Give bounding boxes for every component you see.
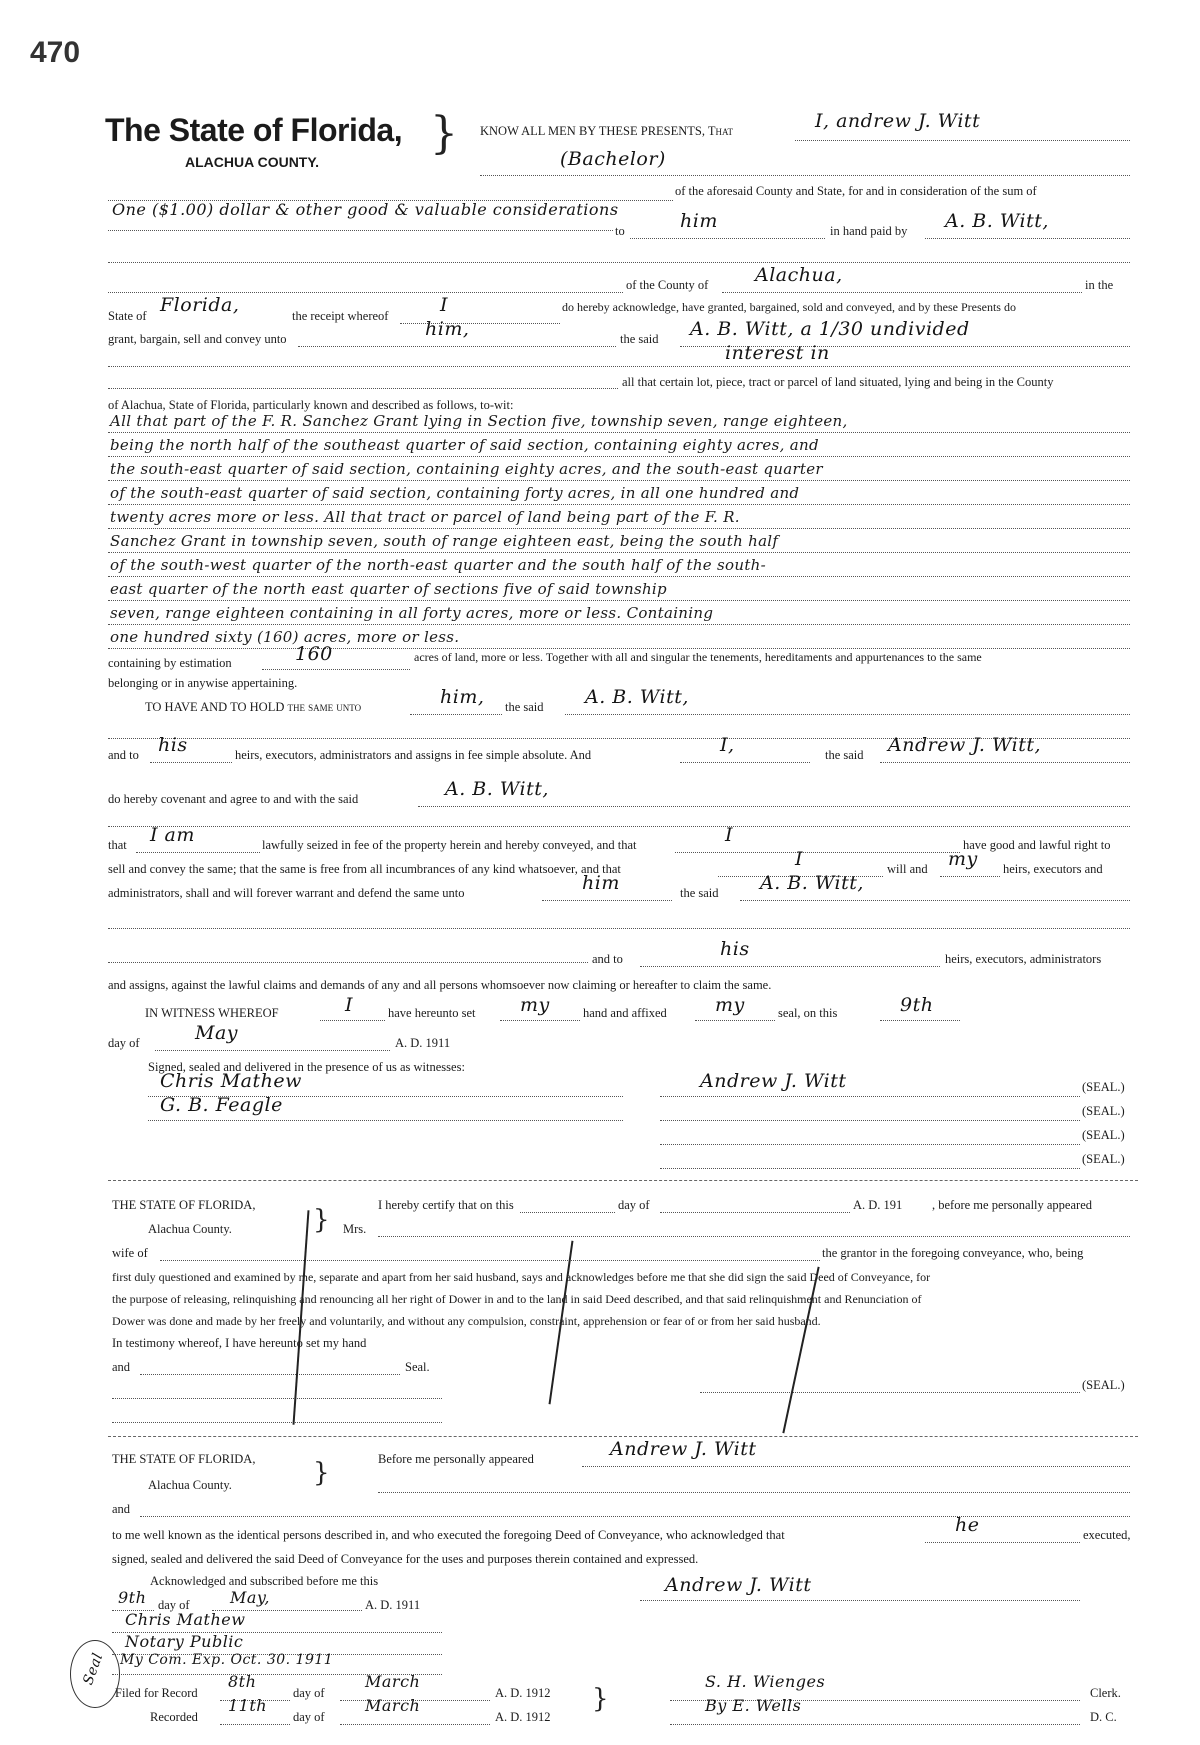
grantor-ack-state: THE STATE OF FLORIDA, — [112, 1452, 256, 1466]
administrators-line: administrators, shall and will forever warrant and defend the same unto — [108, 886, 465, 900]
and-to: and to — [108, 748, 139, 762]
rule — [480, 175, 1130, 176]
have-hereunto: have hereunto set — [388, 1006, 476, 1020]
seal-stamp-text: Seal — [80, 1650, 107, 1688]
certify: I hereby certify that on this — [378, 1198, 514, 1212]
notary-title-hw: Notary Public — [125, 1632, 244, 1651]
rule — [582, 1466, 1130, 1467]
unto-hw: him, — [440, 686, 485, 708]
ack-ad: A. D. 1911 — [365, 1598, 421, 1612]
grantee-hw: A. B. Witt, a 1/30 undivided — [690, 318, 970, 340]
the-said-2: the said — [505, 700, 544, 714]
all-that-certain: all that certain lot, piece, tract or parcel of land situated, lying and being in the County — [622, 375, 1054, 389]
and-to-2: and to — [592, 952, 623, 966]
rule — [400, 323, 560, 324]
convey-hw: him, — [425, 318, 470, 340]
his2-hw: his — [720, 938, 750, 960]
rule — [378, 1236, 1130, 1237]
rule — [940, 876, 1000, 877]
and-assigns: and assigns, against the lawful claims and demands of any and all persons whomsoever now claiming or hereafter to claim the same. — [108, 978, 772, 992]
rule — [136, 852, 260, 853]
acres-tail: acres of land, more or less. Together with all and singular the tenements, hereditaments and appurtenances to the same — [414, 650, 982, 664]
grant-bargain: grant, bargain, sell and convey unto — [108, 332, 287, 346]
wife-para-3: Dower was done and made by her freely and voluntarily, and without any compulsion, constraint, apprehension or fear of or from her said husband. — [112, 1314, 821, 1328]
seal-label: (SEAL.) — [1082, 1152, 1125, 1166]
rule — [108, 366, 1130, 367]
rule — [155, 1050, 390, 1051]
my-hw: my — [948, 848, 978, 870]
dc-label: D. C. — [1090, 1710, 1117, 1724]
grantor-ack-signature-hw: Andrew J. Witt — [665, 1574, 812, 1596]
document-title: The State of Florida, — [105, 112, 403, 148]
rule — [378, 1492, 1130, 1493]
receipt-hw: I — [440, 294, 449, 316]
rule — [108, 480, 1130, 481]
seal-label: (SEAL.) — [1082, 1104, 1125, 1118]
rule — [630, 238, 825, 239]
section-divider — [108, 1180, 1138, 1181]
to-label: to — [615, 224, 625, 238]
set-hw: my — [520, 994, 550, 1016]
rule — [148, 1120, 623, 1121]
seal-on-this: seal, on this — [778, 1006, 838, 1020]
wife-para-1: first duly questioned and examined by me, separate and apart from her said husband, says and acknowledges before me that she did sign the said Deed of Conveyance, for — [112, 1270, 931, 1284]
signed-text: signed, sealed and delivered the said Deed of Conveyance for the uses and purposes therein contained and expressed. — [112, 1552, 699, 1566]
rule — [108, 262, 1130, 263]
day-hw: 9th — [900, 994, 934, 1016]
rule — [880, 1020, 960, 1021]
rule — [640, 1600, 1080, 1601]
clerk-signature-hw: S. H. Wienges — [705, 1672, 826, 1691]
executed: executed, — [1083, 1528, 1131, 1542]
rule — [795, 140, 1130, 141]
wife-para-2: the purpose of releasing, relinquishing and renouncing all her right of Dower in and to the land in said Deed described, and that said relinquishment and Renunciation of — [112, 1292, 922, 1306]
containing-by-estimation: containing by estimation — [108, 656, 232, 670]
header-brace: } — [430, 108, 458, 159]
description-line: the south-east quarter of said section, containing eighty acres, and the south-east quarter — [110, 460, 823, 478]
wife-of: wife of — [112, 1246, 148, 1260]
heirs-line: heirs, executors, administrators and assigns in fee simple absolute. And — [235, 748, 592, 762]
wife-ad: A. D. 191 — [853, 1198, 903, 1212]
of-alachua: of Alachua, State of Florida, particularly known and described as follows, to-wit: — [108, 398, 514, 412]
grantor-name-hw: I, andrew J. Witt — [815, 110, 981, 132]
month-hw: May — [195, 1022, 239, 1044]
description-line: of the south-west quarter of the north-east quarter and the south half of the south- — [110, 556, 766, 574]
rule — [340, 1724, 490, 1725]
rule — [108, 962, 588, 963]
belonging: belonging or in anywise appertaining. — [108, 676, 298, 690]
wife-day-of: day of — [618, 1198, 650, 1212]
brace: } — [592, 1684, 609, 1714]
rule — [680, 762, 810, 763]
rule — [140, 1374, 400, 1375]
rule — [108, 624, 1130, 625]
of-county-of: of the County of — [626, 278, 709, 292]
and-hw: I, — [720, 734, 735, 756]
rec-day-hw: 11th — [228, 1696, 268, 1715]
state-hw: Florida, — [160, 294, 240, 316]
grantor-and: and — [112, 1502, 131, 1516]
brace: } — [313, 1205, 330, 1235]
mrs-label: Mrs. — [343, 1222, 367, 1236]
receipt-whereof: the receipt whereof — [292, 309, 389, 323]
rule — [108, 648, 1130, 649]
ack-day-of: day of — [158, 1598, 190, 1612]
known-text: to me well known as the identical persons described in, and who executed the foregoing Deed of Conveyance, who acknowledged that — [112, 1528, 785, 1542]
page-number: 470 — [30, 36, 81, 69]
that2-hw: I — [795, 848, 804, 870]
notary-seal-stamp — [70, 1640, 120, 1708]
signed-sealed: Signed, sealed and delivered in the presence of us as witnesses: — [148, 1060, 465, 1074]
rule — [700, 1392, 1080, 1393]
rule — [695, 1020, 775, 1021]
defend-hw: him — [582, 872, 620, 894]
in-hand-paid-by: in hand paid by — [830, 224, 908, 238]
rule — [660, 1212, 850, 1213]
lawfully-seized: lawfully seized in fee of the property herein and hereby conveyed, and that — [262, 838, 637, 852]
wife-and: and — [112, 1360, 131, 1374]
appeared-hw: Andrew J. Witt — [610, 1438, 757, 1460]
description-line: All that part of the F. R. Sanchez Grant lying in Section five, township seven, range eighteen, — [110, 412, 848, 430]
the-said-3: the said — [825, 748, 864, 762]
rule — [640, 966, 940, 967]
rule — [542, 900, 672, 901]
rule — [112, 1398, 442, 1399]
rule — [660, 1120, 1080, 1121]
rule — [108, 388, 618, 389]
ack-month-hw: May, — [230, 1588, 270, 1607]
rule — [108, 928, 1130, 929]
rule — [112, 1422, 442, 1423]
witness2-hw: G. B. Feagle — [160, 1094, 283, 1116]
rule — [660, 1096, 1080, 1097]
habendum-grantor-hw: Andrew J. Witt, — [888, 734, 1042, 756]
line1-tail: of the aforesaid County and State, for and in consideration of the sum of — [675, 184, 1037, 198]
defend-grantee-hw: A. B. Witt, — [760, 872, 864, 894]
day-of: day of — [108, 1036, 140, 1050]
rule — [320, 1020, 385, 1021]
filed-day-of: day of — [293, 1686, 325, 1700]
iw-hw: I — [345, 994, 354, 1016]
that-hw: I — [725, 824, 734, 846]
rule — [298, 346, 616, 347]
rec-day-of: day of — [293, 1710, 325, 1724]
rule — [108, 432, 1130, 433]
rule — [925, 1542, 1080, 1543]
heirs-exec: heirs, executors and — [1003, 862, 1103, 876]
filed-ad: A. D. 1912 — [495, 1686, 551, 1700]
wife-seal: Seal. — [405, 1360, 430, 1374]
wife-seal-right: (SEAL.) — [1082, 1378, 1125, 1392]
description-line: twenty acres more or less. All that tract or parcel of land being part of the F. R. — [110, 508, 740, 526]
grantor-signature-hw: Andrew J. Witt — [700, 1070, 847, 1092]
heirs-exec-admin: heirs, executors, administrators — [945, 952, 1102, 966]
rec-month-hw: March — [365, 1696, 421, 1715]
covenant: do hereby covenant and agree to and with the said — [108, 792, 359, 806]
description-line: of the south-east quarter of said section, containing forty acres, in all one hundred and — [110, 484, 800, 502]
state-of: State of — [108, 309, 147, 323]
before-me-appeared: Before me personally appeared — [378, 1452, 534, 1466]
clerk-label: Clerk. — [1090, 1686, 1121, 1700]
description-line: seven, range eighteen containing in all forty acres, more or less. Containing — [110, 604, 714, 622]
rule — [108, 292, 623, 293]
rule — [660, 1168, 1080, 1169]
description-line: Sanchez Grant in township seven, south of range eighteen east, being the south half — [110, 532, 779, 550]
rule — [418, 806, 1130, 807]
hereby-ack: do hereby acknowledge, have granted, bargained, sold and conveyed, and by these Presents do — [562, 300, 1016, 314]
rule — [925, 238, 1130, 239]
rule — [108, 456, 1130, 457]
to-hw: him — [680, 210, 718, 232]
rule — [108, 552, 1130, 553]
rule — [108, 576, 1130, 577]
to-have-and-to-hold: TO HAVE AND TO HOLD the same unto — [145, 700, 362, 714]
rule — [660, 1144, 1080, 1145]
wife-ack-county: Alachua County. — [148, 1222, 232, 1236]
the-said-1: the said — [620, 332, 659, 346]
have-good: have good and lawful right to — [963, 838, 1111, 852]
notary-name-hw: Chris Mathew — [125, 1610, 246, 1629]
rule — [220, 1724, 290, 1725]
that-label: that — [108, 838, 127, 852]
in-witness-whereof: IN WITNESS WHEREOF — [145, 1006, 279, 1020]
rule — [500, 1020, 580, 1021]
deputy-clerk-hw: By E. Wells — [705, 1696, 802, 1715]
bachelor-hw: (Bachelor) — [560, 148, 666, 170]
brace: } — [313, 1458, 330, 1488]
county-hw: Alachua, — [755, 264, 843, 286]
grantor-ack-county: Alachua County. — [148, 1478, 232, 1492]
am-hw: I am — [150, 824, 195, 846]
habendum-grantee-hw: A. B. Witt, — [585, 686, 689, 708]
his-hw: his — [158, 734, 188, 756]
seal-label: (SEAL.) — [1082, 1128, 1125, 1142]
testimony: In testimony whereof, I have hereunto set my hand — [112, 1336, 367, 1350]
rule — [565, 714, 1130, 715]
grantor-in: the grantor in the foregoing conveyance, who, being — [822, 1246, 1084, 1260]
hand-and-affixed: hand and affixed — [583, 1006, 667, 1020]
will-and: will and — [887, 862, 928, 876]
rule — [108, 230, 613, 231]
sell-convey: sell and convey the same; that the same is free from all incumbrances of any kind whatsoever, and that — [108, 862, 621, 876]
filed-day-hw: 8th — [228, 1672, 257, 1691]
rule — [880, 762, 1130, 763]
paid-by-hw: A. B. Witt, — [945, 210, 1049, 232]
affixed-hw: my — [715, 994, 745, 1016]
witness1-hw: Chris Mathew — [160, 1070, 302, 1092]
he-hw: he — [955, 1514, 980, 1536]
acres-hw: 160 — [295, 643, 333, 665]
description-line: east quarter of the north east quarter of sections five of said township — [110, 580, 667, 598]
ack-day-hw: 9th — [118, 1588, 147, 1607]
rule — [262, 669, 410, 670]
description-line: being the north half of the southeast quarter of said section, containing eighty acres, and — [110, 436, 819, 454]
the-said-4: the said — [680, 886, 719, 900]
know-all-text: KNOW ALL MEN BY THESE PRESENTS, That — [480, 124, 734, 138]
interest-hw: interest in — [725, 342, 830, 364]
sum-hw: One ($1.00) dollar & other good & valuable considerations — [112, 200, 619, 219]
rule — [108, 600, 1130, 601]
recorded-label: Recorded — [150, 1710, 198, 1724]
rule — [108, 826, 1130, 827]
commission-hw: My Com. Exp. Oct. 30. 1911 — [120, 1652, 334, 1668]
seal-label: (SEAL.) — [1082, 1080, 1125, 1094]
rule — [108, 504, 1130, 505]
county-heading: ALACHUA COUNTY. — [185, 154, 320, 170]
filed-for-record: Filed for Record — [115, 1686, 198, 1700]
rule — [722, 292, 1082, 293]
rule — [670, 1724, 1080, 1725]
rule — [520, 1212, 615, 1213]
filed-month-hw: March — [365, 1672, 421, 1691]
rule — [675, 852, 960, 853]
wife-before-me: , before me personally appeared — [932, 1198, 1092, 1212]
rec-ad: A. D. 1912 — [495, 1710, 551, 1724]
rule — [160, 1260, 820, 1261]
covenant-hw: A. B. Witt, — [445, 778, 549, 800]
rule — [410, 714, 502, 715]
wife-ack-state: THE STATE OF FLORIDA, — [112, 1198, 256, 1212]
description-line: one hundred sixty (160) acres, more or less. — [110, 628, 460, 646]
rule — [108, 528, 1130, 529]
rule — [140, 1516, 1130, 1517]
in-the: in the — [1085, 278, 1114, 292]
section-divider — [108, 1436, 1138, 1437]
rule — [150, 762, 232, 763]
ack-subscribed: Acknowledged and subscribed before me this — [150, 1574, 379, 1588]
ad-year: A. D. 1911 — [395, 1036, 451, 1050]
rule — [740, 900, 1130, 901]
